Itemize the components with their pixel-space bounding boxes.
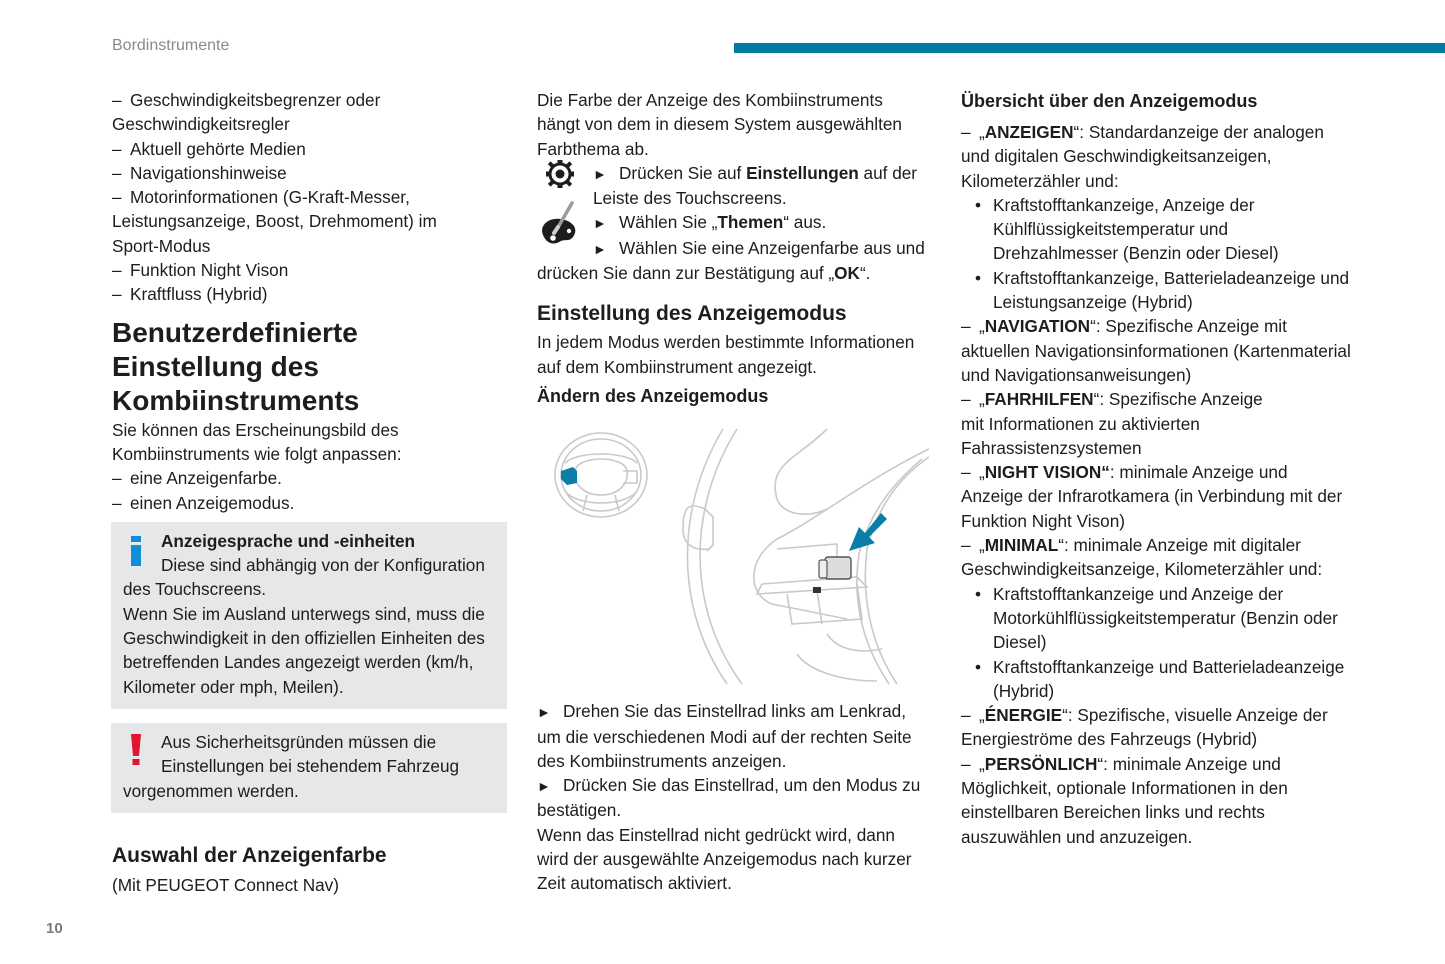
- step-item-continuation: drücken Sie dann zur Bestätigung auf „OK“.: [537, 263, 871, 284]
- feature-list: [112, 88, 507, 307]
- page-number: 10: [46, 920, 63, 937]
- info-box: [111, 522, 507, 709]
- mode-description: einstellbaren Bereichen links und rechts: [961, 802, 1265, 823]
- step-item: ► Drücken Sie auf Einstellungen auf der: [593, 162, 918, 183]
- color-heading: Auswahl der Anzeigenfarbe: [112, 843, 387, 867]
- settings-gear-icon: [545, 159, 575, 189]
- bullet-item: • Kraftstofftankanzeige und Batterieladeanzeige: [975, 656, 1345, 677]
- step-item: ► Drücken Sie das Einstellrad, um den Modus zu: [537, 775, 921, 796]
- warning-exclamation-icon: [131, 734, 141, 766]
- mode-name: NIGHT VISION“: [984, 462, 1110, 483]
- step-item-continuation: um die verschiedenen Modi auf der rechten Seite: [537, 726, 912, 747]
- bullet-item: • Kraftstofftankanzeige, Anzeige der: [975, 194, 1255, 215]
- mode-description: Energieströme des Fahrzeugs (Hybrid): [961, 729, 1258, 750]
- section-heading: Benutzerdefinierte Einstellung des Kombiinstruments: [112, 316, 360, 416]
- warning-box: [111, 723, 507, 813]
- warning-text: Einstellungen bei stehendem Fahrzeug: [161, 756, 460, 777]
- mode-description: Geschwindigkeitsanzeige, Kilometerzähler und:: [961, 559, 1323, 580]
- mode-name: ÉNERGIE: [984, 705, 1063, 726]
- color-steps: [537, 161, 929, 285]
- mode-item: – „FAHRHILFEN“: Spezifische Anzeige: [961, 389, 1263, 410]
- list-item: – Motorinformationen (G-Kraft-Messer,: [112, 187, 410, 208]
- mode-description: Anzeige der Infrarotkamera (in Verbindung mit der: [961, 486, 1343, 507]
- list-item: – Kraftfluss (Hybrid): [112, 284, 268, 305]
- bullet-item-continuation: Leistungsanzeige (Hybrid): [993, 292, 1193, 313]
- mode-description: und digitalen Geschwindigkeitsanzeigen,: [961, 146, 1272, 167]
- bullet-item-continuation: Diesel): [993, 632, 1047, 653]
- intro-text: Kombiinstruments wie folgt anpassen:: [112, 443, 402, 464]
- list-item: – einen Anzeigemodus.: [112, 492, 295, 513]
- column-left: [112, 88, 507, 897]
- mode-name: MINIMAL: [984, 535, 1059, 556]
- step-item-continuation: bestätigen.: [537, 800, 622, 821]
- mode-item: – „NIGHT VISION“: minimale Anzeige und: [961, 462, 1288, 483]
- paragraph: auf dem Kombiinstrument angezeigt.: [537, 356, 817, 377]
- paragraph: Farbthema ab.: [537, 138, 649, 159]
- info-box-text: Diese sind abhängig von der Konfiguration: [161, 555, 485, 576]
- bullet-item-continuation: (Hybrid): [993, 680, 1055, 701]
- mode-description: Möglichkeit, optionale Informationen in den: [961, 778, 1288, 799]
- mode-heading: Einstellung des Anzeigemodus: [537, 302, 847, 326]
- list-item: – eine Anzeigenfarbe.: [112, 468, 282, 489]
- step-item: ► Wählen Sie eine Anzeigenfarbe aus und: [593, 237, 925, 258]
- overview-heading: Übersicht über den Anzeigemodus: [961, 91, 1258, 111]
- mode-name: ANZEIGEN: [984, 122, 1074, 142]
- mode-item: – „ÉNERGIE“: Spezifische, visuelle Anzeige der: [961, 705, 1328, 726]
- note-text: Zeit automatisch aktiviert.: [537, 873, 732, 894]
- bullet-item-continuation: Drehzahlmesser (Benzin oder Diesel): [993, 243, 1279, 264]
- mode-item: – „ANZEIGEN“: Standardanzeige der analogen: [961, 122, 1324, 142]
- paragraph: Die Farbe der Anzeige des Kombiinstruments: [537, 90, 883, 110]
- list-item-continuation: Leistungsanzeige, Boost, Drehmoment) im: [112, 211, 437, 232]
- mode-description: aktuellen Navigationsinformationen (Kartenmaterial: [961, 340, 1351, 361]
- mode-item: – „NAVIGATION“: Spezifische Anzeige mit: [961, 316, 1287, 337]
- column-middle: [537, 88, 929, 896]
- thumbwheel-button: [825, 557, 851, 579]
- step-item-continuation: des Kombiinstruments anzeigen.: [537, 750, 787, 771]
- info-box-text: Wenn Sie im Ausland unterwegs sind, muss die: [123, 603, 485, 624]
- warning-text: Aus Sicherheitsgründen müssen die: [161, 731, 437, 752]
- mode-item: – „MINIMAL“: minimale Anzeige mit digitaler: [961, 535, 1301, 556]
- info-box-text: Kilometer oder mph, Meilen).: [123, 676, 344, 697]
- info-box-title: Anzeigesprache und -einheiten: [161, 530, 416, 551]
- step-item: ► Wählen Sie „Themen“ aus.: [593, 212, 827, 233]
- mode-description: mit Informationen zu aktivierten: [961, 413, 1200, 434]
- info-box-text: des Touchscreens.: [123, 579, 266, 600]
- mode-list: [961, 120, 1361, 849]
- step-item: ► Drehen Sie das Einstellrad links am Lenkrad,: [537, 701, 906, 722]
- mode-description: auszuwählen und anzuzeigen.: [961, 826, 1193, 847]
- info-icon: [131, 536, 141, 566]
- info-box-text: betreffenden Landes angezeigt werden (km/h,: [123, 652, 474, 673]
- change-mode-heading: Ändern des Anzeigemodus: [537, 385, 769, 406]
- bullet-item: • Kraftstofftankanzeige, Batterieladeanzeige und: [975, 267, 1350, 288]
- list-item: – Geschwindigkeitsbegrenzer oder: [112, 90, 381, 110]
- note-text: Wenn das Einstellrad nicht gedrückt wird, dann: [537, 824, 895, 845]
- list-item: – Aktuell gehörte Medien: [112, 138, 306, 159]
- paragraph: hängt von dem in diesem System ausgewählten: [537, 114, 902, 135]
- list-item: – Navigationshinweise: [112, 162, 287, 183]
- mode-item: – „PERSÖNLICH“: minimale Anzeige und: [961, 753, 1281, 774]
- header-accent-bar: [734, 43, 1445, 53]
- list-item-continuation: Geschwindigkeitsregler: [112, 114, 290, 135]
- step-item-continuation: Leiste des Touchscreens.: [593, 188, 787, 209]
- mode-description: Fahrassistenzsystemen: [961, 437, 1142, 458]
- steering-wheel-illustration: [537, 419, 929, 687]
- theme-palette-icon: [539, 201, 579, 247]
- ok-label: OK: [834, 263, 860, 284]
- color-subtitle: (Mit PEUGEOT Connect Nav): [112, 874, 339, 895]
- info-box-text: Geschwindigkeit in den offiziellen Einheiten des: [123, 628, 485, 649]
- themes-label: Themen: [717, 212, 784, 233]
- mode-description: und Navigationsanweisungen): [961, 364, 1192, 385]
- bullet-item-continuation: Motorkühlflüssigkeitstemperatur (Benzin oder: [993, 607, 1338, 628]
- section-title: Bordinstrumente: [112, 37, 230, 54]
- mode-description: Funktion Night Vison): [961, 510, 1126, 531]
- mode-name: NAVIGATION: [984, 316, 1091, 337]
- list-item-continuation: Sport-Modus: [112, 235, 211, 256]
- thumbwheel-highlight: [561, 467, 577, 485]
- column-right: [961, 88, 1361, 849]
- bullet-item: • Kraftstofftankanzeige und Anzeige der: [975, 583, 1284, 604]
- intro-text: Sie können das Erscheinungsbild des: [112, 419, 399, 440]
- note-text: wird der ausgewählte Anzeigemodus nach kurzer: [537, 849, 912, 870]
- list-item: – Funktion Night Vison: [112, 260, 289, 281]
- mode-description: Kilometerzähler und:: [961, 170, 1119, 191]
- settings-label: Einstellungen: [746, 162, 859, 183]
- bullet-item-continuation: Kühlflüssigkeitstemperatur und: [993, 219, 1229, 240]
- paragraph: In jedem Modus werden bestimmte Informationen: [537, 332, 915, 353]
- mode-name: FAHRHILFEN: [984, 389, 1094, 410]
- mode-name: PERSÖNLICH: [984, 753, 1098, 774]
- warning-text: vorgenommen werden.: [123, 780, 299, 801]
